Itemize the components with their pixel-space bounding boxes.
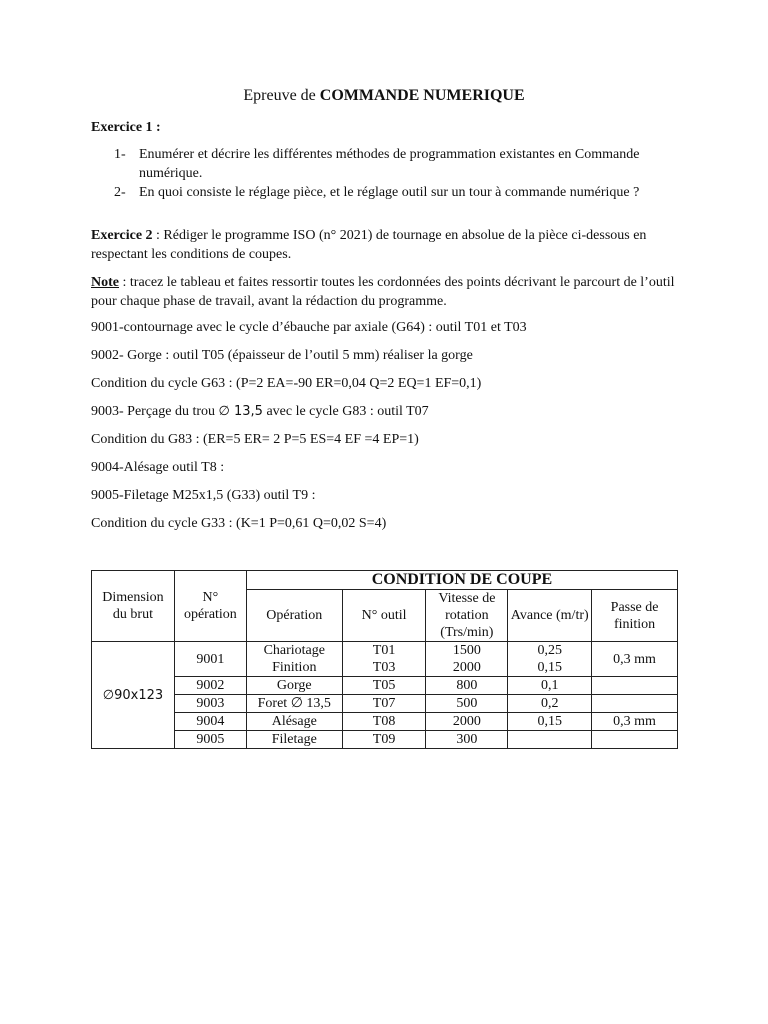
header-feed: Avance (m/tr) <box>508 590 592 642</box>
header-tool-number: N° outil <box>342 590 426 642</box>
question-text: En quoi consiste le réglage pièce, et le réglage outil sur un tour à commande numérique ? <box>139 185 640 200</box>
line-9002: 9002- Gorge : outil T05 (épaisseur de l’outil 5 mm) réaliser la gorge <box>91 348 473 363</box>
cell-operation-line: Finition <box>272 660 317 675</box>
cell-tool-line: T03 <box>372 660 396 675</box>
page-title <box>0 87 768 105</box>
cell-feed <box>508 642 592 677</box>
cell-operation <box>246 642 342 677</box>
cell-operation: Foret ∅ 13,5 <box>246 695 342 713</box>
table-row <box>92 677 678 695</box>
cell-speed: 800 <box>426 677 508 695</box>
cell-tool: T08 <box>342 713 426 731</box>
header-finish-pass: Passe de finition <box>592 590 678 642</box>
table-row <box>92 642 678 677</box>
cell-op-number: 9004 <box>174 713 246 731</box>
header-operation-number: N° opération <box>174 571 246 642</box>
cell-pass <box>592 731 678 749</box>
line-9003 <box>91 402 681 421</box>
cell-speed: 500 <box>426 695 508 713</box>
cell-op-number: 9002 <box>174 677 246 695</box>
exercise1-heading: Exercice 1 : <box>91 120 161 135</box>
header-dimension: Dimension du brut <box>92 571 175 642</box>
cell-feed: 0,15 <box>508 713 592 731</box>
condition-g33: Condition du cycle G33 : (K=1 P=0,61 Q=0,02 S=4) <box>91 516 387 531</box>
cell-op-number: 9003 <box>174 695 246 713</box>
line-9005: 9005-Filetage M25x1,5 (G33) outil T9 : <box>91 488 316 503</box>
line-9004: 9004-Alésage outil T8 : <box>91 460 225 475</box>
cell-pass <box>592 695 678 713</box>
cell-operation-line: Chariotage <box>263 643 325 658</box>
cell-speed: 300 <box>426 731 508 749</box>
cell-tool-line: T01 <box>372 643 396 658</box>
cell-speed <box>426 642 508 677</box>
exercise2-text: : Rédiger le programme ISO (n° 2021) de tournage en absolue de la pièce ci-dessous en respectant les conditions de coupes. <box>91 228 647 262</box>
cell-tool <box>342 642 426 677</box>
header-speed: Vitesse de rotation (Trs/min) <box>426 590 508 642</box>
cell-op-number: 9001 <box>174 642 246 677</box>
condition-g83: Condition du G83 : (ER=5 ER= 2 P=5 ES=4 EF =4 EP=1) <box>91 432 419 447</box>
exercise2-heading: Exercice 2 <box>91 228 153 243</box>
table-title: CONDITION DE COUPE <box>246 571 677 590</box>
line-9003-text-a: 9003- Perçage du trou <box>91 404 216 419</box>
cell-tool: T07 <box>342 695 426 713</box>
note-text: : tracez le tableau et faites ressortir toutes les cordonnées des points décrivant le parcourt de l’outil pour chaque phase de travail, avant la rédaction du programme. <box>91 275 675 309</box>
exercise1-question-list <box>91 145 681 202</box>
cell-feed: 0,1 <box>508 677 592 695</box>
title-main: COMMANDE NUMERIQUE <box>319 87 525 104</box>
cell-op-number: 9005 <box>174 731 246 749</box>
cell-operation: Filetage <box>246 731 342 749</box>
note-paragraph <box>91 273 681 311</box>
title-prefix: Epreuve de <box>243 87 316 104</box>
cell-tool: T09 <box>342 731 426 749</box>
cell-operation: Alésage <box>246 713 342 731</box>
question-number: 1- <box>114 147 126 162</box>
cutting-conditions-table <box>91 570 678 749</box>
line-9001: 9001-contournage avec le cycle d’ébauche par axiale (G64) : outil T01 et T03 <box>91 320 527 335</box>
table-row <box>92 695 678 713</box>
question-text: Enumérer et décrire les différentes méthodes de programmation existantes en Commande numérique. <box>139 147 640 181</box>
cell-tool: T05 <box>342 677 426 695</box>
cell-speed-line: 2000 <box>452 660 481 675</box>
cell-feed-line: 0,25 <box>537 643 562 658</box>
cell-feed <box>508 731 592 749</box>
question-number: 2- <box>114 185 126 200</box>
question-item <box>91 183 681 202</box>
cell-feed: 0,2 <box>508 695 592 713</box>
cell-pass: 0,3 mm <box>592 642 678 677</box>
diameter-symbol-text: ∅ 13,5 <box>218 404 263 419</box>
exercise2-paragraph <box>91 226 681 264</box>
table-row <box>92 713 678 731</box>
cell-pass: 0,3 mm <box>592 713 678 731</box>
cell-operation: Gorge <box>246 677 342 695</box>
raw-dimension: ∅90x123 <box>92 642 175 749</box>
condition-g63: Condition du cycle G63 : (P=2 EA=-90 ER=0,04 Q=2 EQ=1 EF=0,1) <box>91 376 482 391</box>
cell-feed-line: 0,15 <box>537 660 562 675</box>
header-operation: Opération <box>246 590 342 642</box>
cell-speed-line: 1500 <box>452 643 481 658</box>
table-row <box>92 731 678 749</box>
cell-pass <box>592 677 678 695</box>
cell-speed: 2000 <box>426 713 508 731</box>
question-item <box>91 145 681 183</box>
line-9003-text-b: avec le cycle G83 : outil T07 <box>266 404 429 419</box>
note-label: Note <box>91 275 119 290</box>
